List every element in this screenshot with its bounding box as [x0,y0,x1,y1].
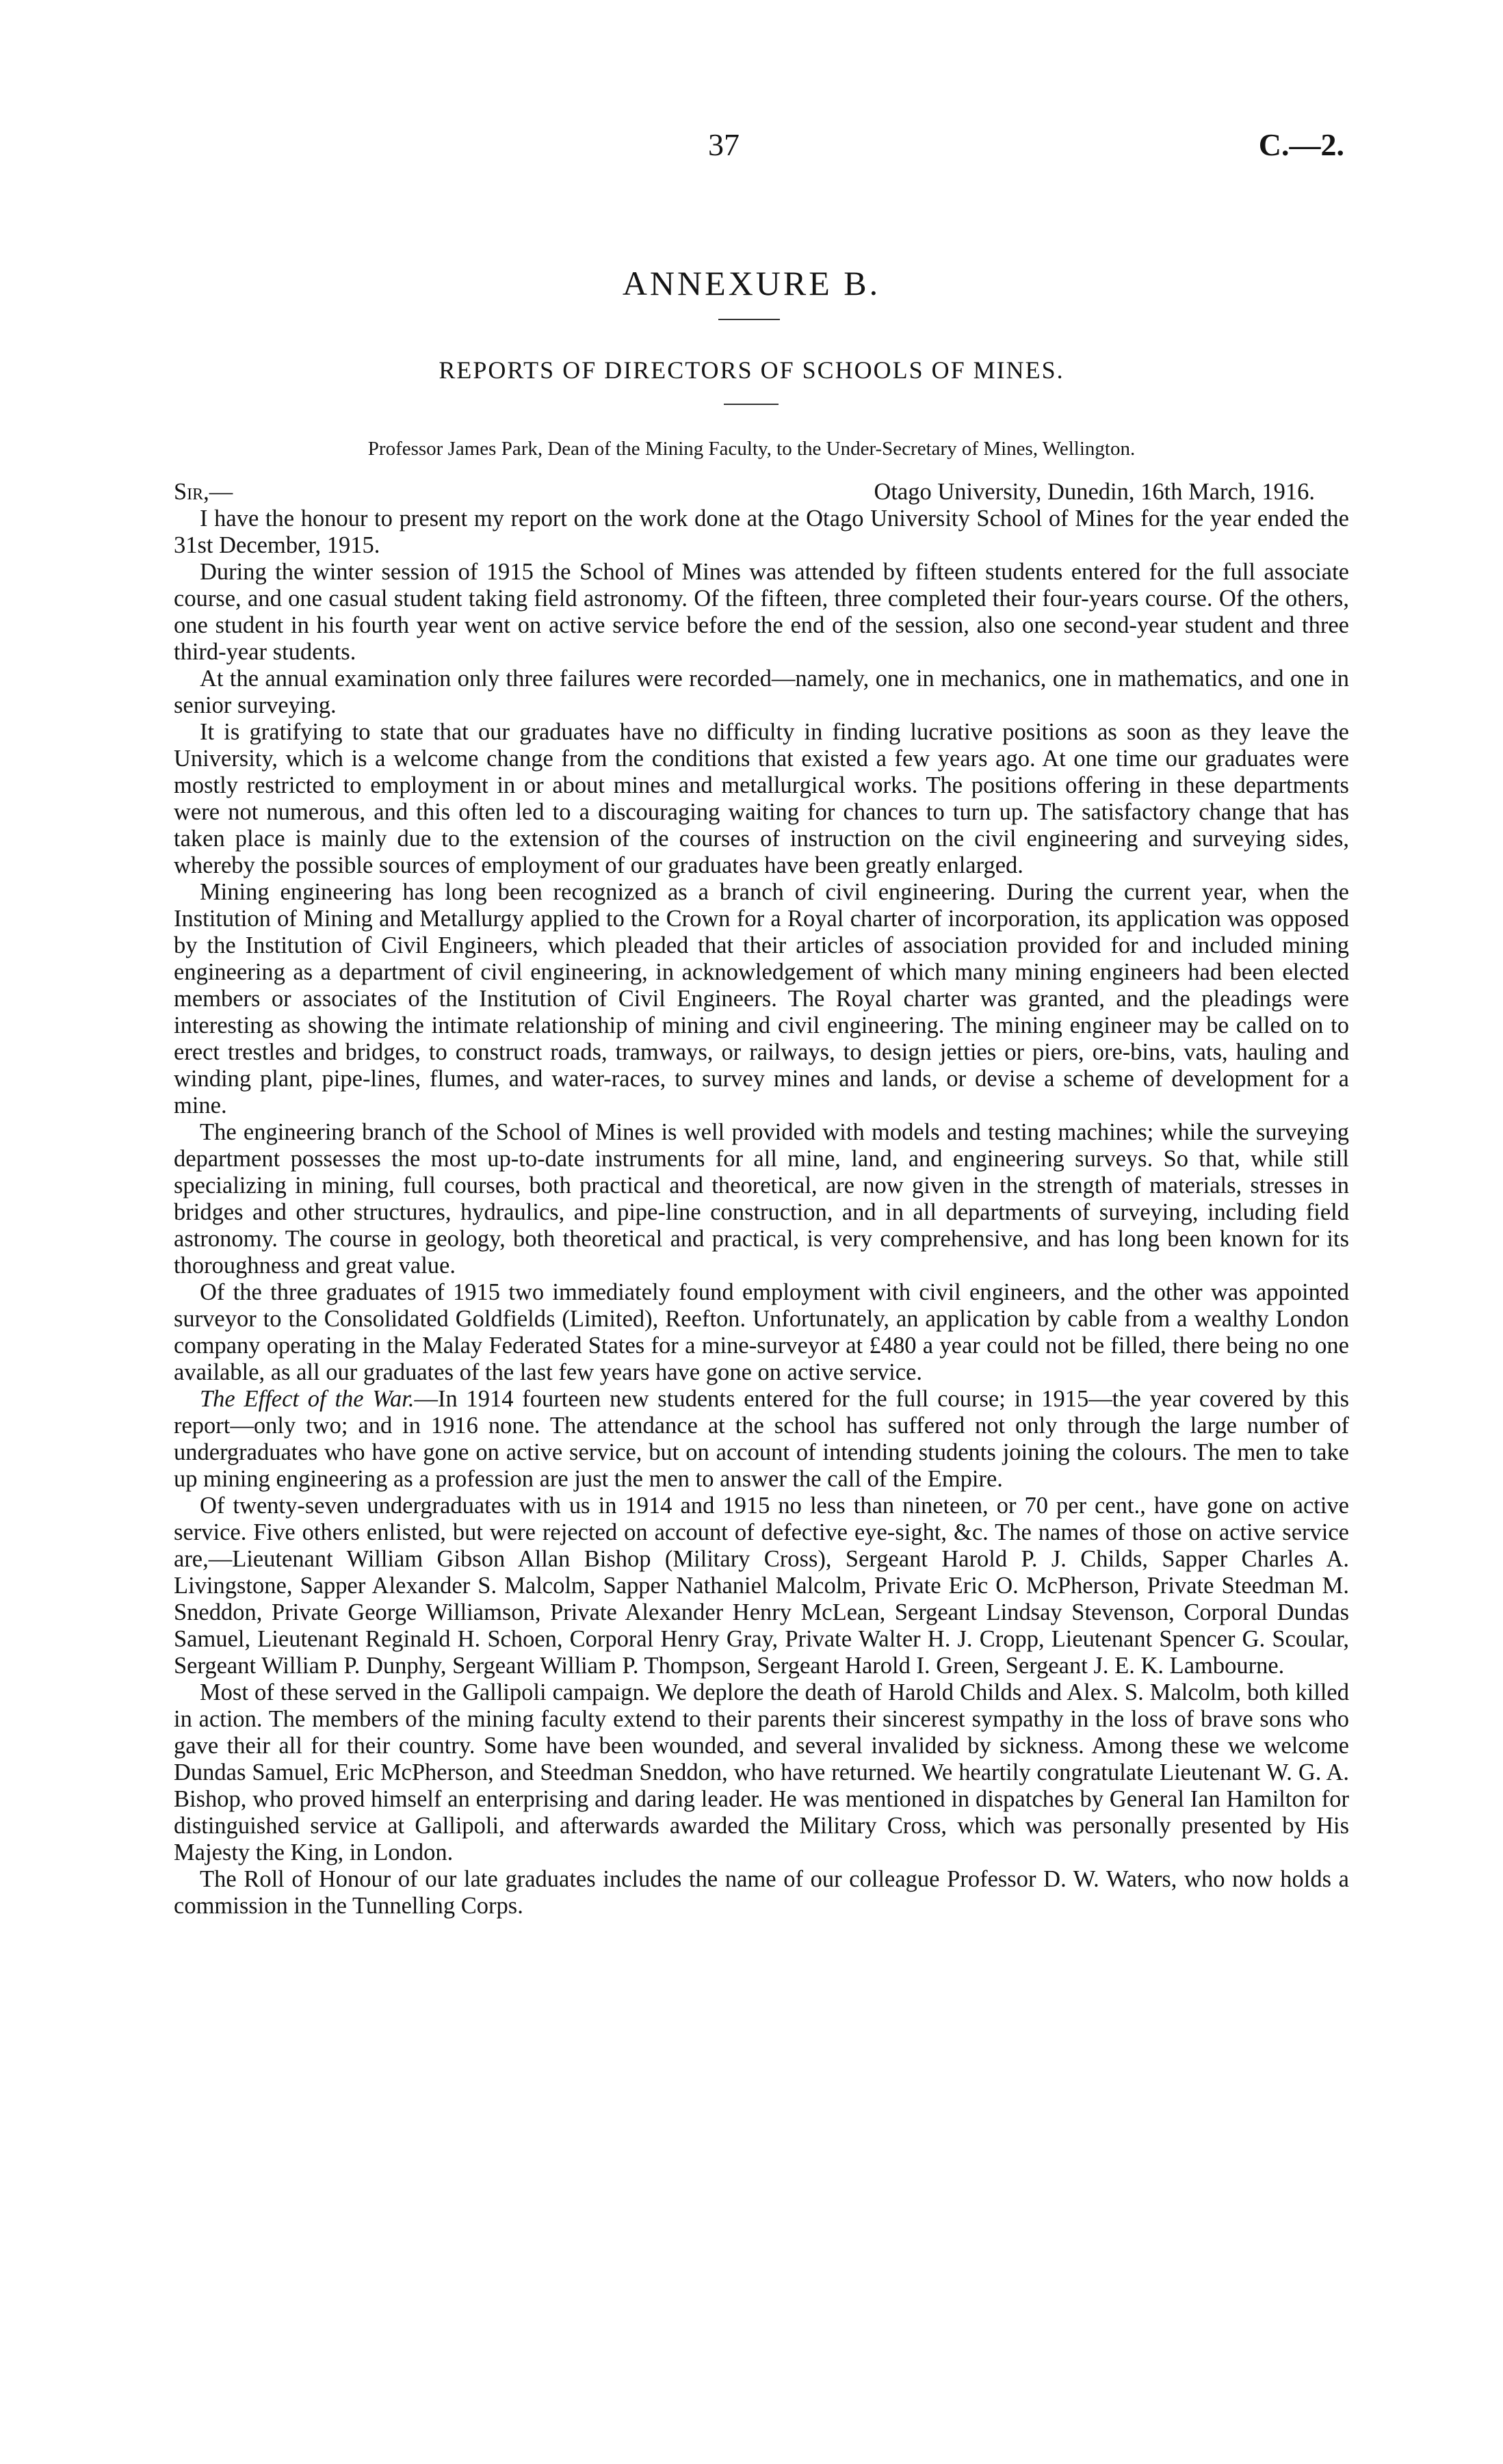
place-date: Otago University, Dunedin, 16th March, 1916. [874,479,1315,505]
war-paragraph-text: —In 1914 fourteen new students entered for the full course; in 1915—the year covered by this report—only two; and in 1916 none. The attendance at the school has suffered not only through the large number of undergraduates who have gone on active service, but on account of intending students joining the colours. The men to take up mining engineering as a profession are just the men to answer the call of the Empire. [174,1386,1349,1492]
paragraph: At the annual examination only three failures were recorded—namely, one in mechanics, one in mathematics, and one in senior surveying. [174,666,1349,718]
paragraph: During the winter session of 1915 the School of Mines was attended by fifteen students entered for the full associate course, and one casual student taking field astronomy. Of the fifteen, three completed their four-years course. Of the others, one student in his fourth year went on active service before the end of the session, also one second-year student and three third-year students. [174,559,1349,665]
annexure-title: ANNEXURE B. [622,264,881,302]
divider-rule [718,319,780,320]
divider-rule [724,404,779,405]
war-heading: The Effect of the War. [200,1386,415,1412]
paragraph: The engineering branch of the School of Mines is well provided with models and testing machines; while the surveying department possesses the most up-to-date instruments for all mine, land, and engineering surveys. So that, while still specializing in mining, full courses, both practical and theoretical, are now given in the strength of materials, stresses in bridges and other structures, hydraulics, and pipe-line construction, and in all departments of surveying, including field astronomy. The course in geology, both theoretical and practical, is very comprehensive, and has long been known for its thoroughness and great value. [174,1119,1349,1279]
page-header [0,127,1503,168]
paragraph: Most of these served in the Gallipoli campaign. We deplore the death of Harold Childs and Alex. S. Malcolm, both killed in action. The members of the mining faculty extend to their parents their sincerest sympathy in the loss of brave sons who gave their all for their country. Some have been wounded, and several invalided by sickness. Among these we welcome Dundas Samuel, Eric McPherson, and Steedman Sneddon, who have returned. We heartily congratulate Lieutenant W. G. A. Bishop, who proved himself an enterprising and daring leader. He was mentioned in dispatches by General Ian Hamilton for distinguished service at Gallipoli, and afterwards awarded the Military Cross, which was personally presented by His Majesty the King, in London. [174,1679,1349,1865]
paragraph: Of twenty-seven undergraduates with us in 1914 and 1915 no less than nineteen, or 70 per cent., have gone on active service. Five others enlisted, but were rejected on account of defective eye-sight, &c. The names of those on active service are,—Lieutenant William Gibson Allan Bishop (Military Cross), Sergeant Harold P. J. Childs, Sapper Charles A. Livingstone, Sapper Alexander S. Malcolm, Sapper Nathaniel Malcolm, Private Eric O. McPherson, Private Steedman M. Sneddon, Private George Williamson, Private Alexander Henry McLean, Sergeant Lindsay Stevenson, Corporal Dundas Samuel, Lieutenant Reginald H. Schoen, Corporal Henry Gray, Private Walter H. J. Cropp, Lieutenant Spencer G. Scoular, Sergeant William P. Dunphy, Sergeant William P. Thompson, Sergeant Harold I. Green, Sergeant J. E. K. Lambourne. [174,1493,1349,1679]
addressee-line: Professor James Park, Dean of the Mining Faculty, to the Under-Secretary of Mines, Wellington. [367,438,1136,460]
paragraph [174,1386,1349,1493]
paragraph: Mining engineering has long been recognized as a branch of civil engineering. During the current year, when the Institution of Mining and Metallurgy applied to the Crown for a Royal charter of incorporation, its application was opposed by the Institution of Civil Engineers, which pleaded that their articles of association provided for and included mining engineering as a department of civil engineering, in acknowledgement of which many mining engineers had been elected members or associates of the Institution of Civil Engineers. The Royal charter was granted, and the pleadings were interesting as showing the intimate relationship of mining and civil engineering. The mining engineer may be called on to erect trestles and bridges, to construct roads, tramways, or railways, to design jetties or piers, ore-bins, vats, hauling and winding plant, pipe-lines, flumes, and water-races, to survey mines and lands, or devise a scheme of development for a mine. [174,879,1349,1118]
salutation: Sir,— [174,479,233,505]
paragraph: I have the honour to present my report on the work done at the Otago University School of Mines for the year ended the 31st December, 1915. [174,506,1349,558]
dateline [174,479,1349,506]
series-code: C.—2. [1258,127,1344,162]
letter-body [174,479,1349,1919]
paragraph: It is gratifying to state that our graduates have no difficulty in finding lucrative positions as soon as they leave the University, which is a welcome change from the conditions that existed a few years ago. At one time our graduates were mostly restricted to employment in or about mines and metallurgical works. The positions offering in these departments were not numerous, and this often led to a discouraging waiting for chances to turn up. The satisfactory change that has taken place is mainly due to the extension of the courses of instruction on the civil engineering and surveying sides, whereby the possible sources of employment of our graduates have been greatly enlarged. [174,719,1349,878]
paragraph: The Roll of Honour of our late graduates includes the name of our colleague Professor D. W. Waters, who now holds a commission in the Tunnelling Corps. [174,1866,1349,1919]
page-number: 37 [708,127,740,162]
paragraph: Of the three graduates of 1915 two immediately found employment with civil engineers, and the other was appointed surveyor to the Consolidated Goldfields (Limited), Reefton. Unfortunately, an application by cable from a wealthy London company operating in the Malay Federated States for a mine-surveyor at £480 a year could not be filled, there being no one available, as all our graduates of the last few years have gone on active service. [174,1279,1349,1385]
section-title: REPORTS OF DIRECTORS OF SCHOOLS OF MINES. [439,356,1064,384]
